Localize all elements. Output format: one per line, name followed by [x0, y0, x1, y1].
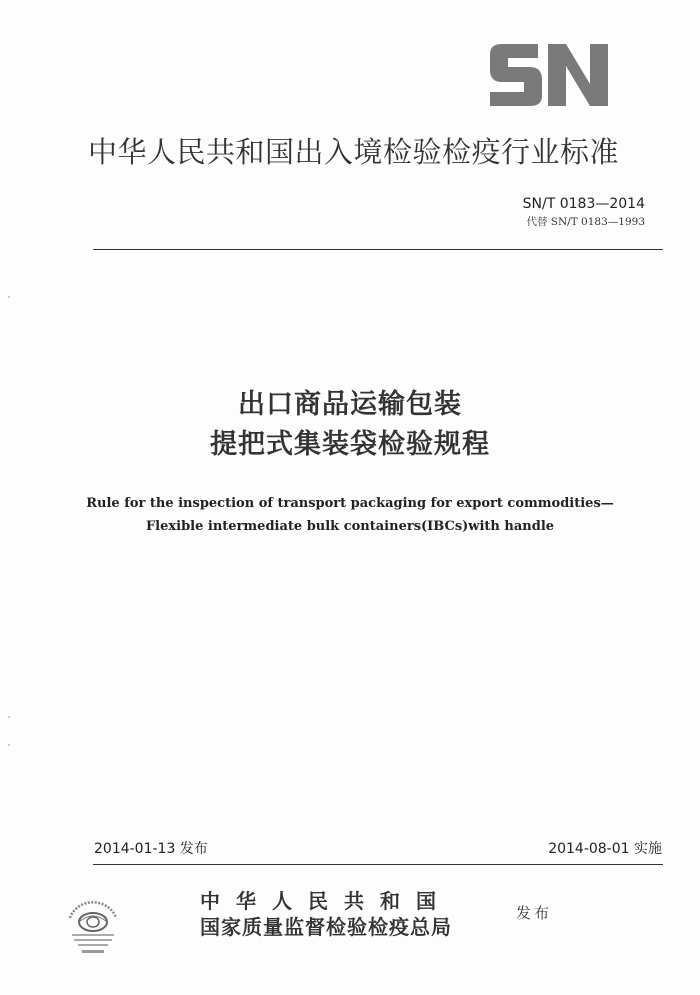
standard-number: SN/T 0183—2014 [522, 196, 645, 212]
document-title-cn [0, 385, 700, 465]
replaces-standard: 代替 SN/T 0183—1993 [526, 216, 645, 228]
implementation-date: 2014-08-01 实施 [548, 841, 662, 857]
sn-logo [486, 40, 612, 110]
title-cn-line2: 提把式集装袋检验规程 [210, 429, 490, 460]
publisher-seal-stamp [62, 892, 124, 958]
standard-number-block [523, 196, 645, 229]
industry-standard-title: 中华人民共和国出入境检验检疫行业标准 [88, 135, 620, 169]
scan-speck [8, 296, 10, 298]
bottom-divider [93, 864, 663, 865]
top-divider [93, 249, 663, 250]
sn-logo-graphic [486, 40, 612, 110]
issue-label: 发布 [516, 904, 553, 922]
scan-speck [8, 716, 10, 718]
issue-date: 2014-01-13 发布 [94, 841, 208, 857]
issuing-authority [200, 888, 452, 940]
issuer-line1: 中华人民共和国 [200, 889, 452, 913]
seal-graphic [62, 892, 124, 958]
document-title-en [40, 492, 660, 538]
title-en-line1: Rule for the inspection of transport packaging for export commodities— [86, 496, 614, 511]
issuer-line2: 国家质量监督检验检疫总局 [200, 915, 452, 939]
title-cn-line1: 出口商品运输包装 [238, 389, 462, 420]
scan-speck [8, 744, 10, 746]
title-en-line2: Flexible intermediate bulk containers(IBCs)with handle [145, 519, 555, 534]
